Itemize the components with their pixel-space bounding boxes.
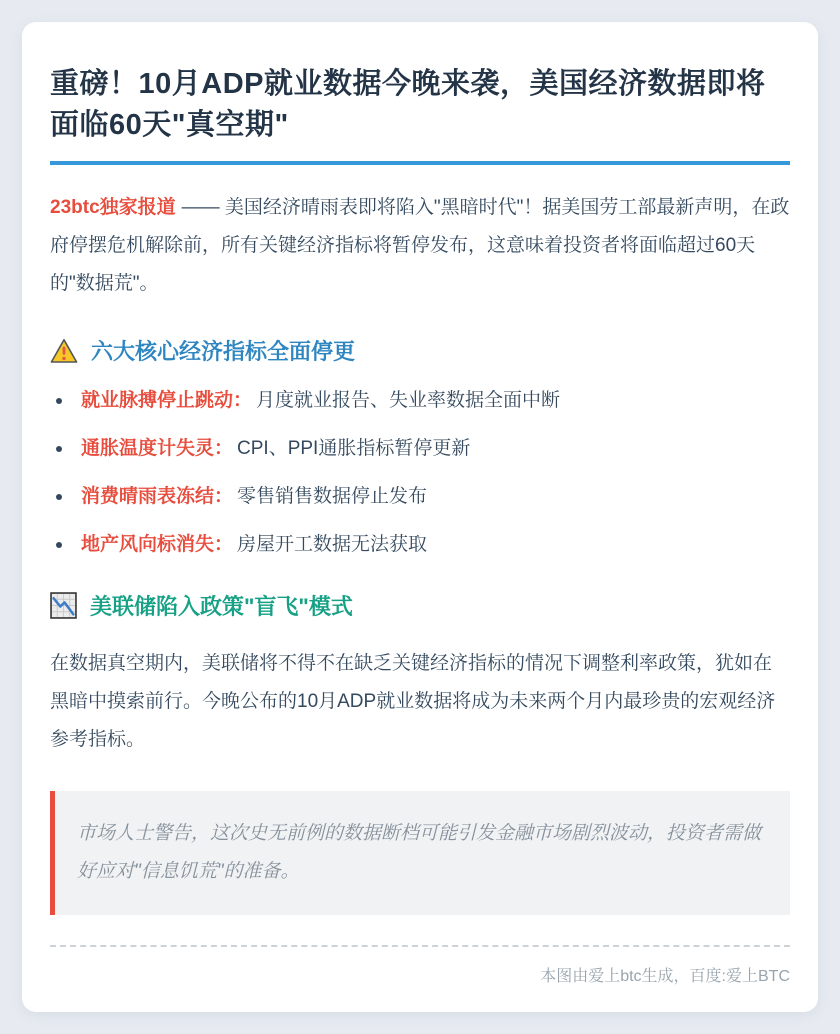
list-item: [50, 436, 790, 462]
list-item: [50, 484, 790, 510]
fed-paragraph: 在数据真空期内，美联储将不得不在缺乏关键经济指标的情况下调整利率政策，犹如在黑暗中摸索前行。今晚公布的10月ADP就业数据将成为未来两个月内最珍贵的宏观经济参考指标。: [50, 653, 776, 750]
chart-decreasing-icon: [50, 592, 77, 619]
article-title: 重磅！10月ADP就业数据今晚来袭，美国经济数据即将面临60天"真空期": [50, 64, 790, 165]
list-item: [50, 532, 790, 558]
list-item-keyword: 通胀温度计失灵：: [81, 438, 234, 459]
dashed-divider: [50, 945, 790, 947]
warning-quote: 市场人士警告，这次史无前例的数据断档可能引发金融市场剧烈波动，投资者需做好应对"信息饥荒"的准备。: [50, 791, 790, 915]
lead-text: —— 美国经济晴雨表即将陷入"黑暗时代"！据美国劳工部最新声明，在政府停摆危机解除前，所有关键经济指标将暂停发布，这意味着投资者将面临超过60天的"数据荒"。: [50, 197, 790, 294]
list-item-keyword: 地产风向标消失：: [81, 534, 234, 555]
list-item-text: CPI、PPI通胀指标暂停更新: [237, 438, 471, 459]
list-item-text: 月度就业报告、失业率数据全面中断: [256, 390, 561, 411]
section-heading-text: 六大核心经济指标全面停更: [91, 339, 356, 364]
article-card: [22, 22, 818, 1012]
lead-paragraph: [50, 189, 790, 303]
warning-triangle-icon: [50, 338, 78, 364]
list-item-text: 房屋开工数据无法获取: [237, 534, 428, 555]
section-heading-indicators: [50, 335, 790, 366]
section-heading-fed: [50, 590, 790, 621]
list-item-keyword: 就业脉搏停止跳动：: [81, 390, 253, 411]
source-label: 23btc独家报道: [50, 197, 176, 218]
attribution-footer: 本图由爱上btc生成，百度:爱上BTC: [540, 968, 790, 985]
list-item-text: 零售销售数据停止发布: [237, 486, 428, 507]
list-item-keyword: 消费晴雨表冻结：: [81, 486, 234, 507]
section-heading-text: 美联储陷入政策"盲飞"模式: [90, 594, 353, 619]
impact-list: [50, 388, 790, 558]
list-item: [50, 388, 790, 414]
